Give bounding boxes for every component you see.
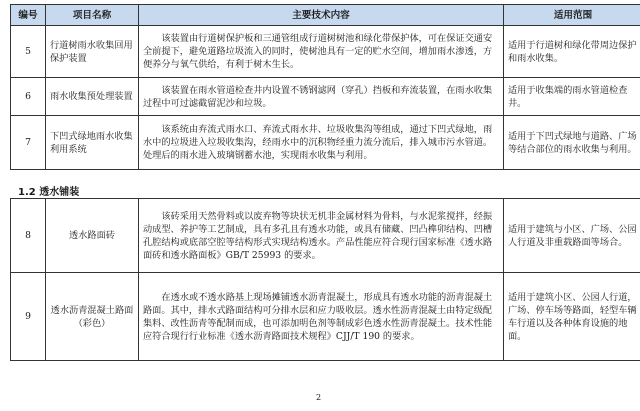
row-no: 6 xyxy=(11,78,46,116)
header-tech: 主要技术内容 xyxy=(139,5,504,26)
row-no: 7 xyxy=(11,116,46,170)
table-row xyxy=(11,199,640,273)
table-row xyxy=(11,273,640,361)
row-name: 透水沥青混凝土路面（彩色） xyxy=(46,273,139,361)
row-scope: 适用于建筑与小区、广场、公园人行道及非重载路面等场合。 xyxy=(504,199,640,273)
technology-table-top xyxy=(10,4,640,170)
page-number: 2 xyxy=(316,393,322,402)
row-name: 雨水收集预处理装置 xyxy=(46,78,139,116)
header-name: 项目名称 xyxy=(46,5,139,26)
table-header-row xyxy=(11,5,640,26)
row-tech: 在透水或不透水路基上现场摊铺透水沥青混凝土，形成具有透水功能的沥青混凝土路面。其中，排水式路面结构可分排水层和应力吸收层。透水性沥青混凝土由特定级配集料、改性沥青等配制而成，也可添加明色剂等制成彩色透水性沥青混凝土。技术性能应符合现行行业标准《透水沥青路面技术规程》CJJ/T 190 的要求。 xyxy=(139,273,504,361)
header-no: 编号 xyxy=(11,5,46,26)
row-tech: 该装置在雨水管道检查井内设置不锈钢滤网（穿孔）挡板和弃流装置，在雨水收集过程中可过滤截留泥沙和垃圾。 xyxy=(139,78,504,116)
header-scope: 适用范围 xyxy=(504,5,640,26)
row-tech: 该系统由弃流式雨水口、弃流式雨水井、垃圾收集沟等组成，通过下凹式绿地，雨水中的垃圾进入垃圾收集沟，经雨水中的沉积物经重力流分流后，排入城市污水管道。处理后的雨水进入玻璃钢蓄水池，实现雨水收集与利用。 xyxy=(139,116,504,170)
row-scope: 适用于行道树和绿化带周边保护和雨水收集。 xyxy=(504,26,640,78)
section-title: 1.2 透水铺装 xyxy=(18,187,80,198)
table-row xyxy=(11,26,640,78)
row-name: 行道树雨水收集回用保护装置 xyxy=(46,26,139,78)
row-tech: 该装置由行道树保护板和三通管组成行道树树池和绿化带保护体，可在保证交通安全前提下，避免道路垃圾流入的同时，使树池具有一定的贮水空间，增加雨水渗透，方便养分与氧气供给，有利于树木生长。 xyxy=(139,26,504,78)
table-row xyxy=(11,78,640,116)
row-scope: 适用于建筑小区、公园人行道，广场、停车场等路面，轻型车辆车行道以及各种体育设施的地面。 xyxy=(504,273,640,361)
row-scope: 适用于收集端的雨水管道检查井。 xyxy=(504,78,640,116)
table-row xyxy=(11,116,640,170)
row-name: 下凹式绿地雨水收集利用系统 xyxy=(46,116,139,170)
technology-table-bottom xyxy=(10,198,640,361)
row-no: 5 xyxy=(11,26,46,78)
row-no: 9 xyxy=(11,273,46,361)
row-name: 透水路面砖 xyxy=(46,199,139,273)
row-scope: 适用于下凹式绿地与道路、广场等结合部位的雨水收集与利用。 xyxy=(504,116,640,170)
row-tech: 该砖采用天然骨料或以废弃物等块状无机非金属材料为骨料，与水泥浆搅拌，经振动成型、养护等工艺制成，具有多孔且有透水功能，或具有储藏、凹凸榫卯结构、凹槽孔腔结构或底部空腔等结构形式实现结构透水。产品性能应符合现行国家标准《透水路面砖和透水路面板》GB/T 25993 的要求。 xyxy=(139,199,504,273)
row-no: 8 xyxy=(11,199,46,273)
